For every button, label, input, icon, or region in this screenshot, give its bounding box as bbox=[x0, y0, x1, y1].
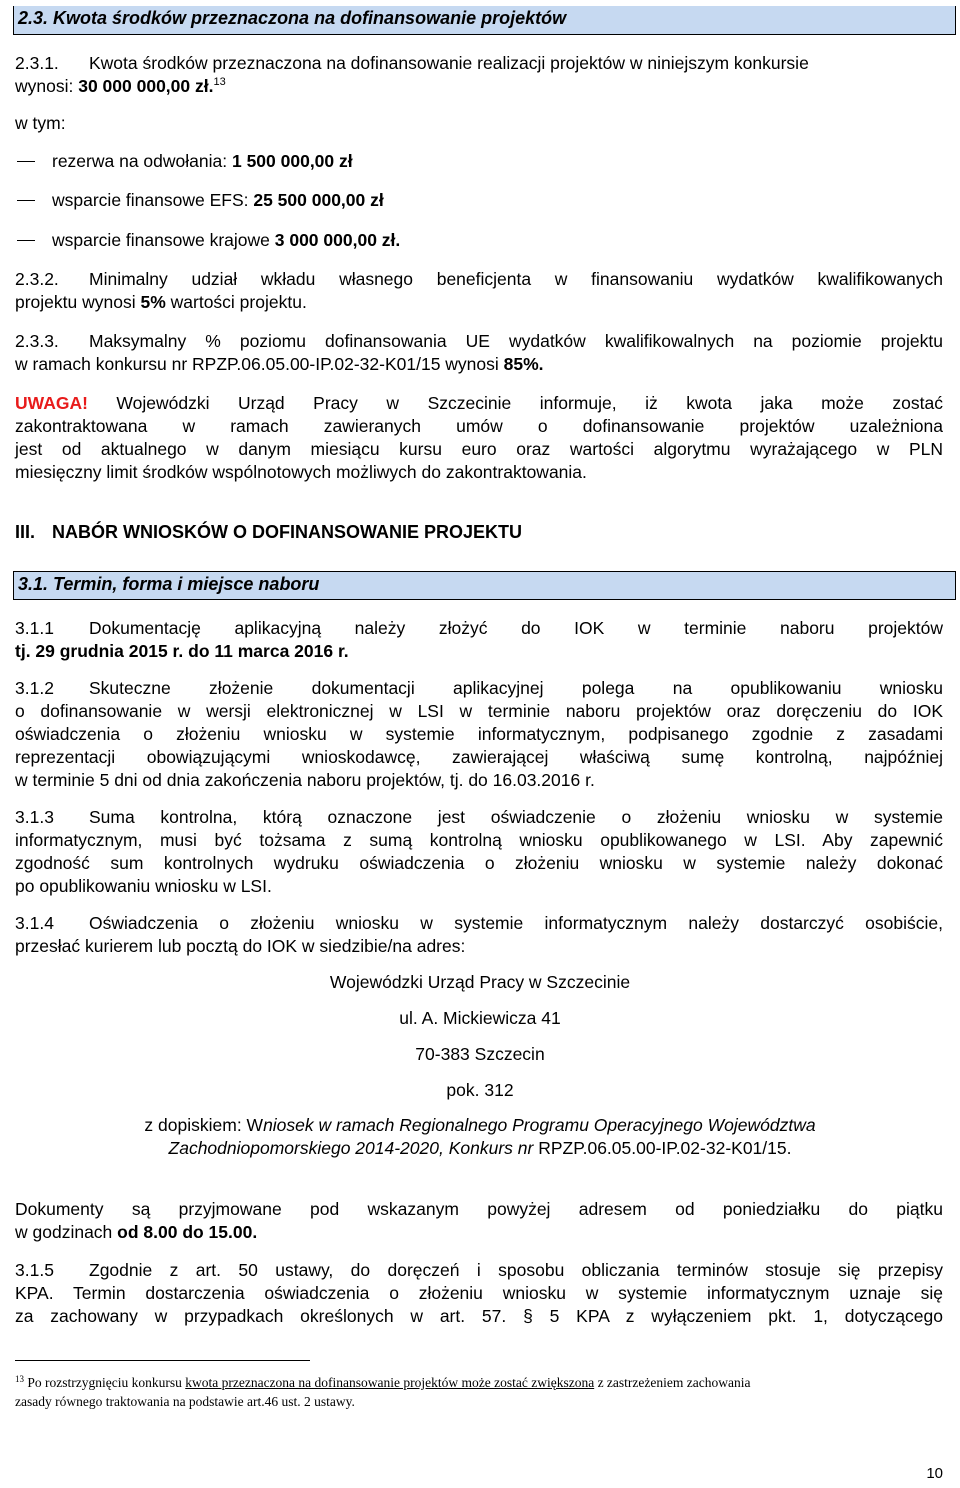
footnote-line2: zasady równego traktowania na podstawie art.46 ust. 2 ustawy. bbox=[15, 1394, 355, 1409]
footnote-line1 bbox=[15, 1373, 945, 1392]
list-item-reserve bbox=[52, 150, 353, 173]
para-3-1-3-line1: Suma kontrolna, którą oznaczone jest oświadczenie o złożeniu wniosku w systemie bbox=[89, 807, 943, 827]
text-underlined: kwota przeznaczona na dofinansowanie projektów może zostać zwiększona bbox=[185, 1375, 595, 1390]
para-3-1-4-line2: przesłać kurierem lub pocztą do IOK w siedzibie/na adres: bbox=[15, 936, 466, 956]
text: w ramach konkursu nr RPZP.06.05.00-IP.02-32-K01/15 wynosi bbox=[15, 354, 504, 374]
para-3-1-2-line5: w terminie 5 dni od dnia zakończenia naboru projektów, tj. do 16.03.2016 r. bbox=[15, 770, 595, 790]
documents-line1: Dokumenty są przyjmowane pod wskazanym powyżej adresem od poniedziałku do piątku bbox=[15, 1199, 943, 1219]
section-heading-2-3-text: 2.3. Kwota środków przeznaczona na dofinansowanie projektów bbox=[18, 8, 567, 28]
documents-line2 bbox=[15, 1221, 257, 1244]
list-item-value: 3 000 000,00 zł. bbox=[274, 230, 401, 250]
para-3-1-4-line1: Oświadczenia o złożeniu wniosku w systemie informatycznym należy dostarczyć osobiście, bbox=[89, 913, 943, 933]
section-heading-2-3 bbox=[13, 6, 956, 35]
dash-bullet-3 bbox=[17, 240, 35, 241]
address-line-2: ul. A. Mickiewicza 41 bbox=[399, 1008, 561, 1028]
para-3-1-2-line4: reprezentacji obowiązującymi wnioskodawcę, zawierającej właściwą sumę kontrolną, najpóźniej bbox=[15, 747, 943, 767]
text: w godzinach bbox=[15, 1222, 118, 1242]
para-3-1-1-line1: Dokumentację aplikacyjną należy złożyć do IOK w terminie naboru projektów bbox=[89, 618, 943, 638]
text: projektu wynosi bbox=[15, 292, 141, 312]
address-line-3: 70-383 Szczecin bbox=[415, 1044, 545, 1064]
office-hours: od 8.00 do 15.00. bbox=[117, 1222, 258, 1242]
uwaga-line4: miesięczny limit środków wspólnotowych możliwych do zakontraktowania. bbox=[15, 462, 587, 482]
total-amount: 30 000 000,00 zł. bbox=[78, 76, 214, 96]
para-2-3-2-line2 bbox=[15, 291, 307, 314]
para-3-1-5-line3: za zachowany w przypadkach określonych w art. 57. § 5 KPA z wyłączeniem pkt. 1, dotyczącego bbox=[15, 1306, 943, 1326]
para-2-3-1-line1: Kwota środków przeznaczona na dofinansowanie realizacji projektów w niniejszym konkursie bbox=[89, 53, 809, 73]
list-item-label: wsparcie finansowe krajowe bbox=[52, 230, 275, 250]
para-2-3-1-line2 bbox=[15, 75, 226, 98]
page-number: 10 bbox=[926, 1465, 943, 1482]
para-3-1-3-number: 3.1.3 bbox=[15, 807, 54, 827]
uwaga-line1 bbox=[15, 392, 943, 415]
footnote-number: 13 bbox=[15, 1374, 24, 1384]
address-line-4: pok. 312 bbox=[446, 1080, 514, 1100]
para-2-3-3-line1: Maksymalny % poziomu dofinansowania UE wydatków kwalifikowalnych na poziomie projektu bbox=[89, 331, 943, 351]
text-italic: niosek w ramach Regionalnego Programu Operacyjnego Województwa bbox=[263, 1115, 816, 1135]
annotation-line-2 bbox=[0, 1137, 960, 1160]
footnote-ref-13: 13 bbox=[213, 76, 226, 88]
text: z dopiskiem: W bbox=[144, 1115, 264, 1135]
para-2-3-3-number: 2.3.3. bbox=[15, 331, 59, 351]
list-item-national bbox=[52, 229, 400, 252]
section-heading-3-1-text: 3.1. Termin, forma i miejsce naboru bbox=[18, 574, 320, 594]
text: wartości projektu. bbox=[165, 292, 307, 312]
para-3-1-3-line2: informatycznym, musi być tożsama z sumą kontrolną wniosku opublikowanego w LSI. Aby zapewnić bbox=[15, 830, 943, 850]
list-item-value: 25 500 000,00 zł bbox=[253, 190, 384, 210]
list-item-label: rezerwa na odwołania: bbox=[52, 151, 232, 171]
list-item-efs bbox=[52, 189, 384, 212]
uwaga-line2: zakontraktowana w ramach zawieranych umów o dofinansowanie projektów uzależniona bbox=[15, 416, 943, 436]
uwaga-line3: jest od aktualnego w danym miesiącu kursu euro oraz wartości algorytmu wyrażającego w PLN bbox=[15, 439, 943, 459]
section-iii-number: III. bbox=[15, 522, 36, 542]
annotation-line-1 bbox=[0, 1114, 960, 1137]
para-2-3-1-number: 2.3.1. bbox=[15, 53, 59, 73]
text: z zastrzeżeniem zachowania bbox=[594, 1375, 751, 1390]
para-3-1-5-line1: Zgodnie z art. 50 ustawy, do doręczeń i sposobu obliczania terminów stosuje się przepisy bbox=[89, 1260, 943, 1280]
footnote-separator bbox=[15, 1360, 310, 1361]
para-2-3-2-number: 2.3.2. bbox=[15, 269, 59, 289]
para-3-1-3-line4: po opublikowaniu wniosku w LSI. bbox=[15, 876, 272, 896]
text-italic: Zachodniopomorskiego 2014-2020, Konkurs nr bbox=[168, 1138, 539, 1158]
w-tym-label: w tym: bbox=[15, 113, 66, 133]
para-3-1-5-line2: KPA. Termin dostarczenia oświadczenia o złożeniu wniosku w systemie informatycznym uznaje się bbox=[15, 1283, 943, 1303]
para-3-1-2-line2: o dofinansowanie w wersji elektronicznej w LSI w terminie naboru projektów oraz doręczeniu do IOK bbox=[15, 701, 943, 721]
para-3-1-2-line3: oświadczenia o złożeniu wniosku w systemie informatycznym, podpisanego zgodnie z zasadami bbox=[15, 724, 943, 744]
para-2-3-2-line1: Minimalny udział wkładu własnego beneficjenta w finansowaniu wydatków kwalifikowanych bbox=[89, 269, 943, 289]
min-contribution: 5% bbox=[140, 292, 166, 312]
section-heading-3-1 bbox=[13, 571, 956, 600]
section-iii-title: NABÓR WNIOSKÓW O DOFINANSOWANIE PROJEKTU bbox=[52, 522, 523, 542]
list-item-label: wsparcie finansowe EFS: bbox=[52, 190, 254, 210]
para-3-1-4-number: 3.1.4 bbox=[15, 913, 54, 933]
para-3-1-1-number: 3.1.1 bbox=[15, 618, 54, 638]
uwaga-label: UWAGA! bbox=[15, 393, 88, 413]
max-cofinancing: 85%. bbox=[503, 354, 544, 374]
text: Po rozstrzygnięciu konkursu bbox=[24, 1375, 186, 1390]
para-3-1-2-number: 3.1.2 bbox=[15, 678, 54, 698]
para-2-3-1-label: wynosi: bbox=[15, 76, 79, 96]
para-3-1-1-line2: tj. 29 grudnia 2015 r. do 11 marca 2016 r. bbox=[15, 641, 349, 661]
para-3-1-5-number: 3.1.5 bbox=[15, 1260, 54, 1280]
para-3-1-3-line3: zgodność sum kontrolnych wydruku oświadczenia o złożeniu wniosku w systemie należy dokonać bbox=[15, 853, 943, 873]
address-line-1: Wojewódzki Urząd Pracy w Szczecinie bbox=[329, 972, 631, 992]
dash-bullet-2 bbox=[17, 200, 35, 201]
para-3-1-2-line1: Skuteczne złożenie dokumentacji aplikacyjnej polega na opublikowaniu wniosku bbox=[89, 678, 943, 698]
para-2-3-3-line2 bbox=[15, 353, 544, 376]
list-item-value: 1 500 000,00 zł bbox=[231, 151, 353, 171]
text: Wojewódzki Urząd Pracy w Szczecinie informuje, iż kwota jaka może zostać bbox=[116, 393, 943, 413]
competition-number: RPZP.06.05.00-IP.02-32-K01/15. bbox=[538, 1138, 792, 1158]
dash-bullet-1 bbox=[17, 161, 35, 162]
